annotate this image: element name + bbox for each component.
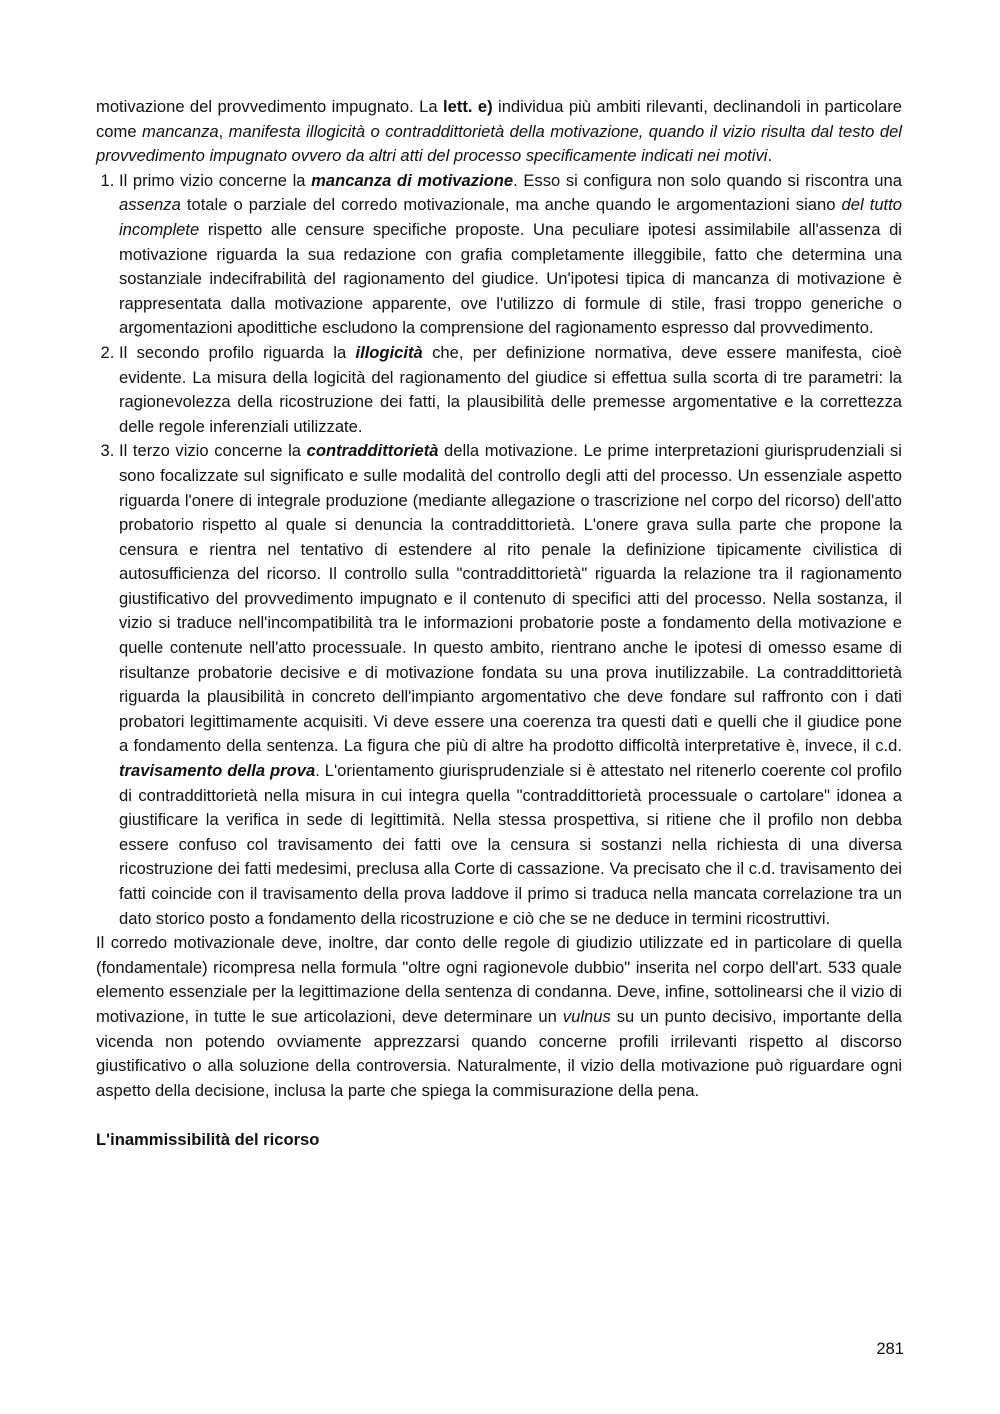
document-body bbox=[96, 95, 902, 1153]
italic-text: vulnus bbox=[562, 1006, 611, 1026]
text-run: della motivazione. Le prime interpretazioni giurisprudenziali si sono focalizzate sul significato e sulle modalità del controllo degli atti del processo. Un essenziale aspetto riguarda l'onere di integrale produzione (mediante allegazione o trascrizione nel corpo del ricorso) dell'atto probatorio rispetto al quale si denuncia la contraddittorietà. L'onere grava sulla parte che propone la censura e rientra nel tentativo di estendere al rito penale la definizione tipicamente civilistica di autosufficienza del ricorso. Il controllo sulla "contraddittorietà" riguarda la relazione tra il ragionamento giustificativo del provvedimento impugnato e il contenuto di specifici atti del processo. Nella sostanza, il vizio si traduce nell'incompatibilità tra le informazioni probatorie poste a fondamento della motivazione e quelle contenute nell'atto processuale. In questo ambito, rientrano anche le ipotesi di omesso esame di risultanze probatorie decisive e di motivazione fondata su una prova inutilizzabile. La contraddittorietà riguarda la plausibilità in concreto dell'impianto argomentativo che deve fondare sul raffronto con i dati probatori legittimamente acquisiti. Vi deve essere una coerenza tra questi dati e quelli che il giudice pone a fondamento della sentenza. La figura che più di altre ha prodotto difficoltà interpretative è, invece, il c.d. bbox=[119, 441, 902, 756]
italic-text: manifesta illogicità o contraddittorietà della motivazione, quando il vizio risulta dal testo del provvedimento impugnato ovvero da altri atti del processo specificamente indicati nei motivi bbox=[96, 121, 902, 166]
text-run: , bbox=[218, 121, 229, 141]
text-run: che, per definizione normativa, deve essere manifesta, cioè evidente. La misura della logicità del ragionamento del giudice si effettua sulla scorta di tre parametri: la ragionevolezza della ricostruzione dei fatti, la plausibilità delle premesse argomentative e la correttezza delle regole inferenziali utilizzate. bbox=[119, 342, 903, 436]
text-run: Il corredo motivazionale deve, inoltre, dar conto delle regole di giudizio utilizzate ed in particolare di quella (fondamentale) ricompresa nella formula "oltre ogni ragionevole dubbio" inserita nel corpo dell'art. 533 quale elemento essenziale per la legittimazione della sentenza di condanna. Deve, infine, sottolinearsi che il vizio di motivazione, in tutte le sue articolazioni, deve determinare un bbox=[96, 933, 902, 1026]
list-item bbox=[119, 439, 902, 931]
text-run: totale o parziale del corredo motivazionale, ma anche quando le argomentazioni siano bbox=[180, 195, 842, 215]
list-item bbox=[119, 169, 902, 341]
intro-paragraph bbox=[96, 95, 902, 169]
text-run: su un punto decisivo, importante della vicenda non potendo ovviamente apprezzarsi quando concerne profili irrilevanti rispetto al discorso giustificativo o alla soluzione della controversia. Naturalmente, il vizio della motivazione può riguardare ogni aspetto della decisione, inclusa la parte che spiega la commisurazione della pena. bbox=[96, 1006, 902, 1100]
bold-italic-text: travisamento della prova bbox=[119, 761, 316, 781]
text-run: . Esso si configura non solo quando si riscontra una bbox=[513, 170, 902, 190]
text-run: motivazione del provvedimento impugnato. La bbox=[96, 97, 443, 116]
text-run: . L'orientamento giurisprudenziale si è attestato nel ritenerlo coerente col profilo di contraddittorietà nella misura in cui integra quella "contraddittorietà processuale o cartolare" idonea a giustificare la verifica in sede di legittimità. Nella stessa prospettiva, si ritiene che il profilo non debba essere confuso col travisamento dei fatti ove la censura si sostanzi nella richiesta di una diversa ricostruzione dei fatti medesimi, preclusa alla Corte di cassazione. Va precisato che il c.d. travisamento dei fatti coincide con il travisamento della prova laddove il primo si traduca nella mancata correlazione tra un dato storico posto a fondamento della ricostruzione e ciò che se ne deduce in termini ricostruttivi. bbox=[119, 761, 902, 928]
text-run: . bbox=[767, 146, 773, 166]
text-run: individua più ambiti rilevanti, declinandoli in particolare come bbox=[96, 97, 902, 141]
text-run: Il primo vizio concerne la bbox=[119, 170, 312, 190]
italic-text: mancanza bbox=[142, 121, 219, 141]
bold-italic-text: mancanza di motivazione bbox=[311, 170, 514, 190]
bold-text: lett. e) bbox=[442, 97, 493, 116]
page-number: 281 bbox=[876, 1339, 904, 1358]
text-run: rispetto alle censure specifiche proposte. Una peculiare ipotesi assimilabile all'assenza di motivazione riguarda la sua redazione con grafia completamente illeggibile, fatto che determina una sostanziale indecifrabilità del ragionamento del giudice. Un'ipotesi tipica di mancanza di motivazione è rappresentata dalla motivazione apparente, ove l'utilizzo di formule di stile, frasi troppo generiche o argomentazioni apodittiche escludono la comprensione del ragionamento espresso dal provvedimento. bbox=[119, 219, 902, 338]
closing-paragraph bbox=[96, 931, 902, 1103]
text-run: Il terzo vizio concerne la bbox=[119, 441, 307, 461]
bold-italic-text: illogicità bbox=[355, 342, 423, 362]
section-heading: L'inammissibilità del ricorso bbox=[96, 1130, 320, 1150]
list-item bbox=[119, 341, 902, 439]
numbered-list bbox=[96, 169, 902, 931]
italic-text: assenza bbox=[119, 195, 181, 215]
text-run: Il secondo profilo riguarda la bbox=[119, 342, 356, 362]
italic-text: del tutto incomplete bbox=[119, 195, 902, 239]
bold-italic-text: contraddittorietà bbox=[306, 441, 439, 461]
